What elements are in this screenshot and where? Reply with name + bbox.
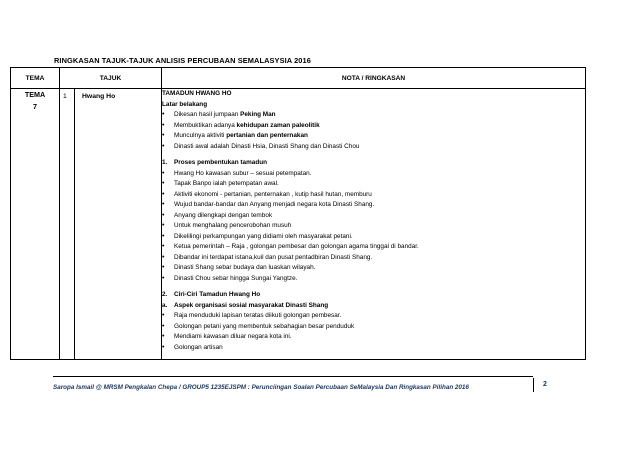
list-item: • Anyang dilengkapi dengan tembok xyxy=(162,211,585,222)
section1-list xyxy=(162,169,585,285)
table-header-row xyxy=(11,68,586,89)
tajuk-number: 1 xyxy=(63,93,67,100)
list-item: • Golongan petani yang membentuk sebahagian besar penduduk xyxy=(162,322,585,333)
latar-list xyxy=(162,110,585,152)
tema-label: TEMA xyxy=(24,90,46,99)
list-item: • Golongan artisan xyxy=(162,343,585,354)
list-item: • Dinasti Shang sebar budaya dan luaskan wilayah. xyxy=(162,263,585,274)
header-tajuk: TAJUK xyxy=(60,68,162,89)
summary-table xyxy=(10,67,586,360)
document-title: RINGKASAN TAJUK-TAJUK ANLISIS PERCUBAAN SEMALASYSIA 2016 xyxy=(54,56,311,65)
nota-heading: TAMADUN HWANG HO xyxy=(162,90,232,97)
list-item: • Dikesan hasil jumpaan Peking Man xyxy=(162,110,585,121)
tajuk-cell xyxy=(60,89,162,360)
section2a-list xyxy=(162,311,585,353)
list-item: • Untuk menghalang pencerobohan musuh xyxy=(162,221,585,232)
page-number: 2 xyxy=(533,378,556,392)
list-item: • Aktiviti ekonomi - pertanian, penternakan , kutip hasil hutan, memburu xyxy=(162,190,585,201)
nota-cell xyxy=(162,89,586,360)
list-item: • Munculnya aktiviti pertanian dan penternakan xyxy=(162,131,585,142)
list-item: • Dinasti awal adalah Dinasti Hsia, Dinasti Shang dan Dinasti Chou xyxy=(162,142,585,153)
list-item: • Mendiami kawasan diluar negara kota ini. xyxy=(162,332,585,343)
tema-number: 7 xyxy=(33,102,37,111)
footer-divider xyxy=(53,376,533,377)
tajuk-divider xyxy=(74,89,75,359)
section1-heading: 1. Proses pembentukan tamadun xyxy=(162,159,268,166)
list-item: • Dinasti Chou sebar hingga Sungai Yangtze. xyxy=(162,274,585,285)
tema-cell xyxy=(11,89,60,360)
header-tema: TEMA xyxy=(11,68,60,89)
list-item: • Tapak Banpo ialah petempatan awal. xyxy=(162,179,585,190)
list-item: • Dikelilingi perkampungan yang didiami oleh masyarakat petani. xyxy=(162,232,585,243)
list-item: • Raja menduduki lapisan teratas diikuti golongan pembesar. xyxy=(162,311,585,322)
list-item: • Ketua pemerintah – Raja , golongan pembesar dan golongan agama tinggal di bandar. xyxy=(162,242,585,253)
footer-text: Saropa Ismail @ MRSM Pengkalan Chepa / GROUP5 1235EJSPM : Perunciingan Soalan Percubaan SeMalaysia Dan Ringkasan Pilihan 2016 xyxy=(53,384,469,391)
list-item: • Membuktikan adanya kehidupan zaman paleolitik xyxy=(162,121,585,132)
list-item: • Dibandar ini terdapat istana,kuil dan pusat pentadbiran Dinasti Shang. xyxy=(162,253,585,264)
nota-subheading: Latar belakang xyxy=(162,100,208,108)
section2a-heading: a. Aspek organisasi sosial masyarakat Dinasti Shang xyxy=(162,301,329,309)
list-item: • Hwang Ho kawasan subur – sesuai petempatan. xyxy=(162,169,585,180)
table-row xyxy=(11,89,586,360)
header-nota: NOTA / RINGKASAN xyxy=(162,68,586,89)
section2-heading: 2. Ciri-Ciri Tamadun Hwang Ho xyxy=(162,291,261,298)
list-item: • Wujud bandar-bandar dan Anyang menjadi negara kota Dinasti Shang. xyxy=(162,200,585,211)
tajuk-name: Hwang Ho xyxy=(82,93,116,100)
